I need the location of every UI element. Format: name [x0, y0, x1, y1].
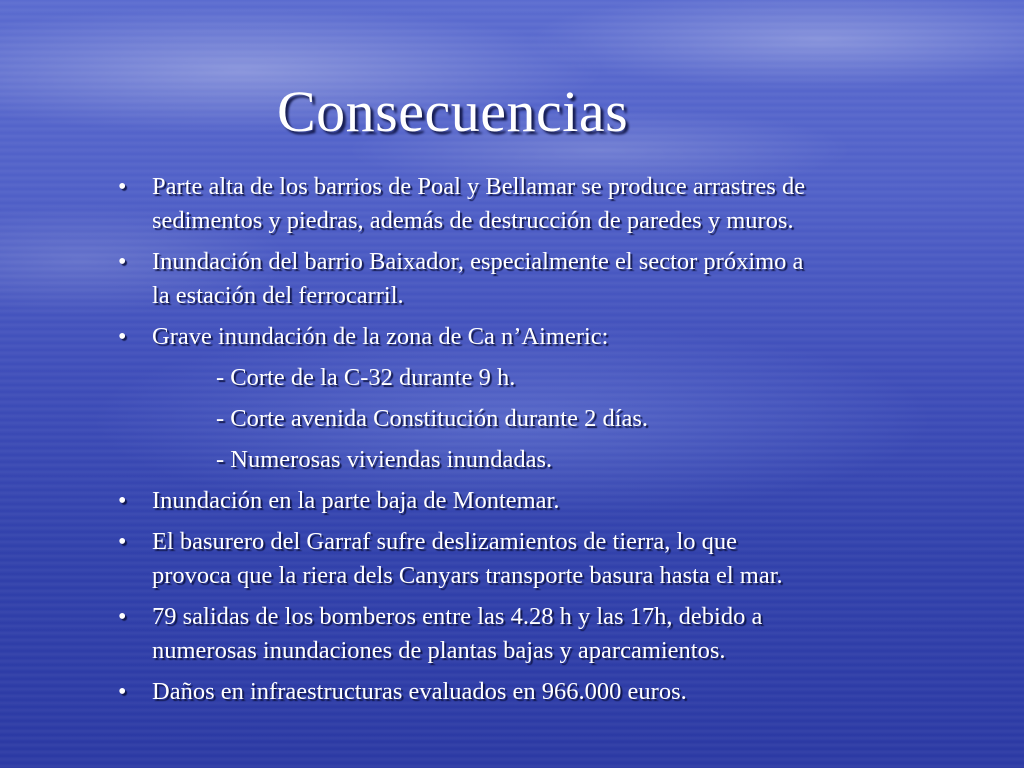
- bullet-item: [112, 600, 1012, 668]
- bullet-text-line: numerosas inundaciones de plantas bajas y aparcamientos.: [152, 637, 726, 664]
- bullet-item: [112, 675, 1012, 709]
- bullet-icon: •: [118, 324, 127, 350]
- bullet-text-line: Inundación en la parte baja de Montemar.: [152, 487, 560, 514]
- bullet-item: [112, 484, 1012, 518]
- bullet-icon: •: [118, 529, 127, 555]
- sub-item: - Numerosas viviendas inundadas.: [216, 446, 553, 473]
- bullet-icon: •: [118, 174, 127, 200]
- bullet-icon: •: [118, 488, 127, 514]
- bullet-item: [112, 525, 1012, 593]
- bullet-text-line: Grave inundación de la zona de Ca n’Aimeric:: [152, 323, 609, 350]
- slide-content: [112, 170, 1012, 716]
- bullet-text-line: provoca que la riera dels Canyars transporte basura hasta el mar.: [152, 562, 783, 589]
- slide-title: Consecuencias: [277, 79, 629, 144]
- bullet-item: [112, 320, 1012, 354]
- bullet-icon: •: [118, 604, 127, 630]
- bullet-icon: •: [118, 249, 127, 275]
- bullet-text-line: Daños en infraestructuras evaluados en 966.000 euros.: [152, 678, 687, 705]
- bullet-text-line: El basurero del Garraf sufre deslizamientos de tierra, lo que: [152, 528, 738, 555]
- bullet-item: [112, 170, 1012, 238]
- bullet-text-line: sedimentos y piedras, además de destrucción de paredes y muros.: [152, 207, 794, 234]
- bullet-text-line: la estación del ferrocarril.: [152, 282, 404, 309]
- bullet-icon: •: [118, 679, 127, 705]
- sub-item: - Corte avenida Constitución durante 2 días.: [216, 405, 649, 432]
- bullet-item: [112, 245, 1012, 313]
- bullet-text-line: 79 salidas de los bomberos entre las 4.28 h y las 17h, debido a: [152, 603, 763, 630]
- bullet-text-line: Parte alta de los barrios de Poal y Bellamar se produce arrastres de: [152, 173, 806, 200]
- bullet-text-line: Inundación del barrio Baixador, especialmente el sector próximo a: [152, 248, 804, 275]
- sub-item: - Corte de la C-32 durante 9 h.: [216, 364, 516, 391]
